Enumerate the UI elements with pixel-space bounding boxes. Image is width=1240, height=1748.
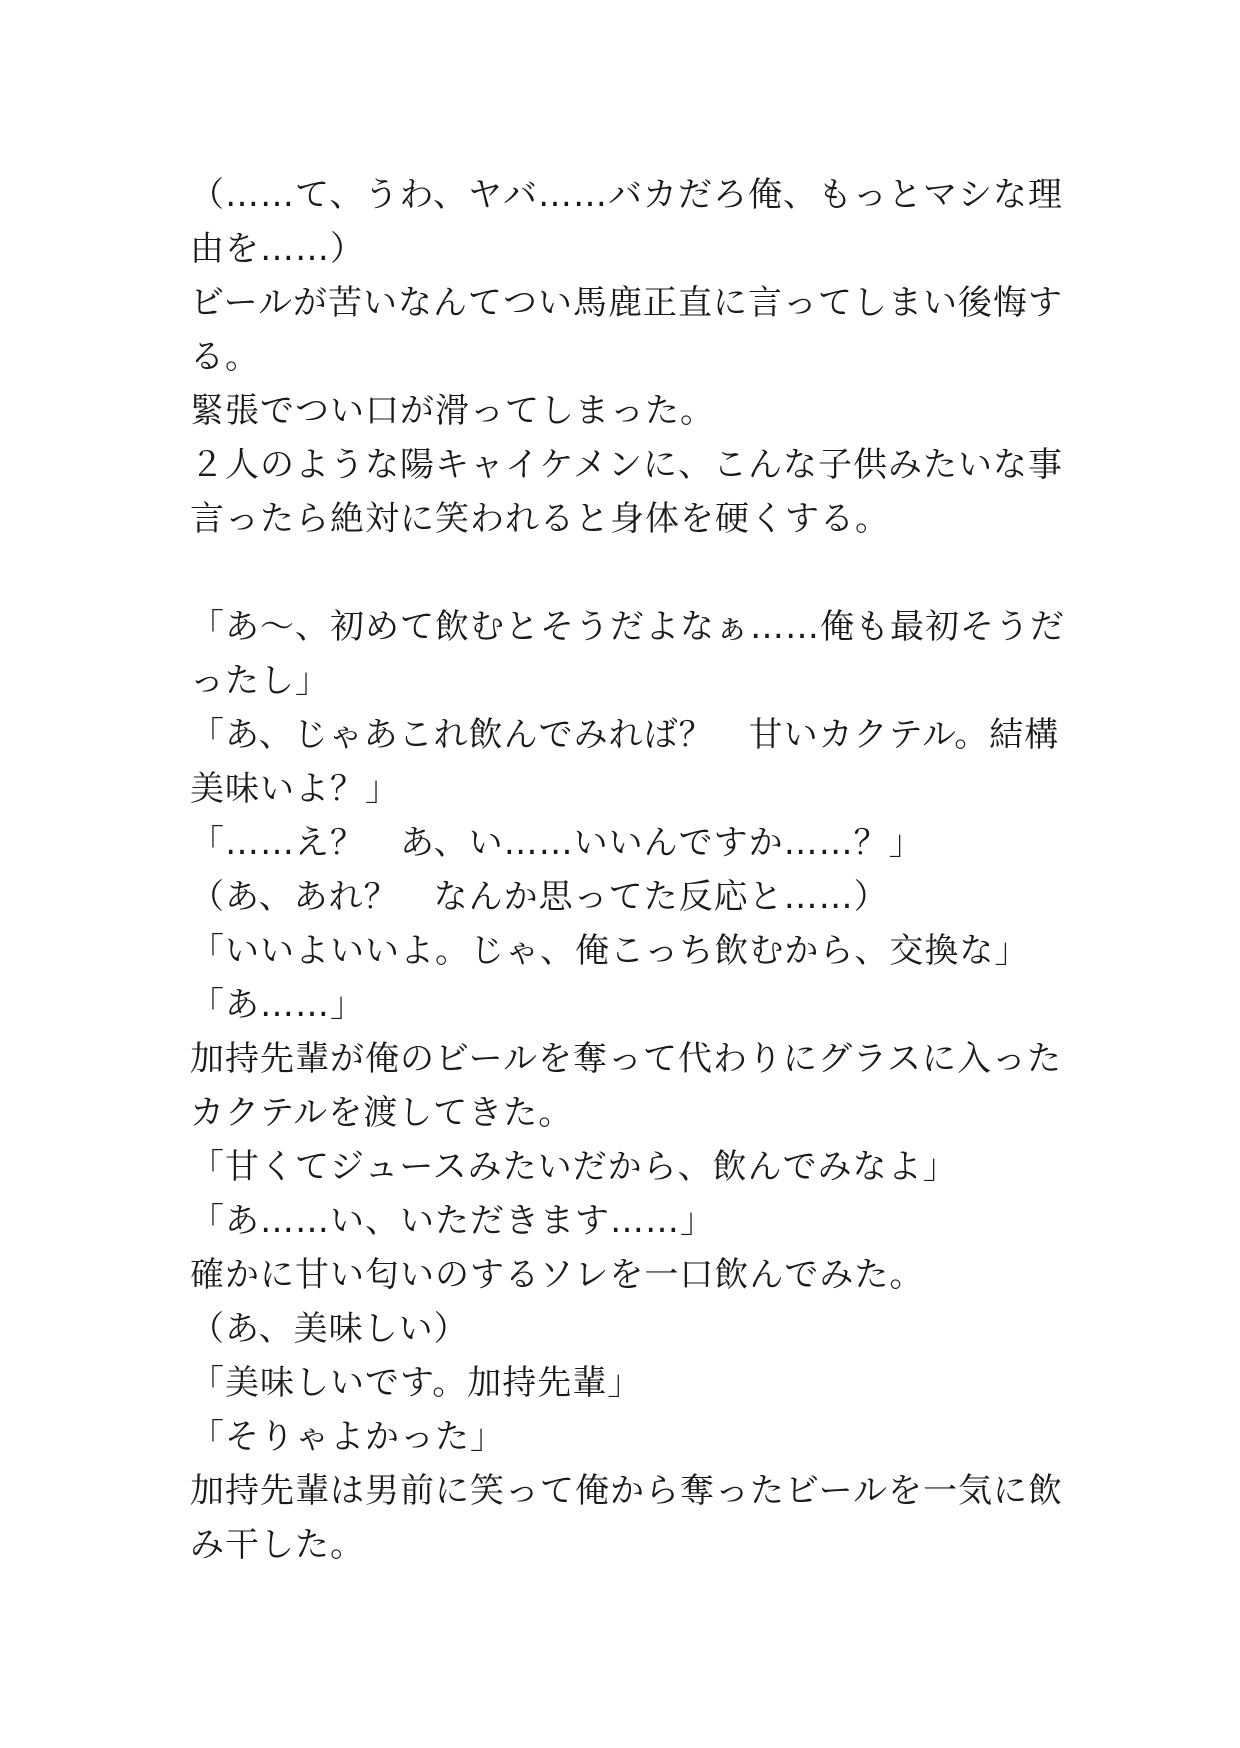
paragraph: 確かに甘い匂いのするソレを一口飲んでみた。 bbox=[190, 1255, 925, 1295]
body-text bbox=[190, 168, 1070, 1572]
dialogue-line: 「あ……い、いただきます……」 bbox=[190, 1201, 715, 1241]
blank-line bbox=[190, 546, 1070, 600]
paragraph: （……て、うわ、ヤバ……バカだろ俺、もっとマシな理由を……） bbox=[190, 175, 1063, 269]
dialogue-line: 「あ、じゃあこれ飲んでみれば？ 甘いカクテル。結構美味いよ？」 bbox=[190, 715, 1060, 809]
paragraph: ビールが苦いなんてつい馬鹿正直に言ってしまい後悔する。 bbox=[190, 283, 1063, 377]
paragraph: 緊張でつい口が滑ってしまった。 bbox=[190, 391, 715, 431]
paragraph: 加持先輩が俺のビールを奪って代わりにグラスに入ったカクテルを渡してきた。 bbox=[190, 1039, 1062, 1133]
dialogue-line: 「あ～、初めて飲むとそうだよなぁ……俺も最初そうだったし」 bbox=[190, 607, 1065, 701]
paragraph: 加持先輩は男前に笑って俺から奪ったビールを一気に飲み干した。 bbox=[190, 1471, 1063, 1565]
dialogue-line: 「あ……」 bbox=[190, 985, 365, 1025]
dialogue-line: 「甘くてジュースみたいだから、飲んでみなよ」 bbox=[190, 1147, 958, 1187]
dialogue-line: 「……え？ あ、い……いいんですか……？」 bbox=[190, 823, 924, 863]
dialogue-line: 「美味しいです。加持先輩」 bbox=[190, 1363, 643, 1403]
thought-line: （あ、あれ？ なんか思ってた反応と……） bbox=[190, 877, 889, 917]
thought-line: （あ、美味しい） bbox=[190, 1309, 469, 1349]
dialogue-line: 「いいよいいよ。じゃ、俺こっち飲むから、交換な」 bbox=[190, 931, 1030, 971]
dialogue-line: 「そりゃよかった」 bbox=[190, 1417, 505, 1457]
paragraph: ２人のような陽キャイケメンに、こんな子供みたいな事言ったら絶対に笑われると身体を硬くする。 bbox=[190, 445, 1063, 539]
